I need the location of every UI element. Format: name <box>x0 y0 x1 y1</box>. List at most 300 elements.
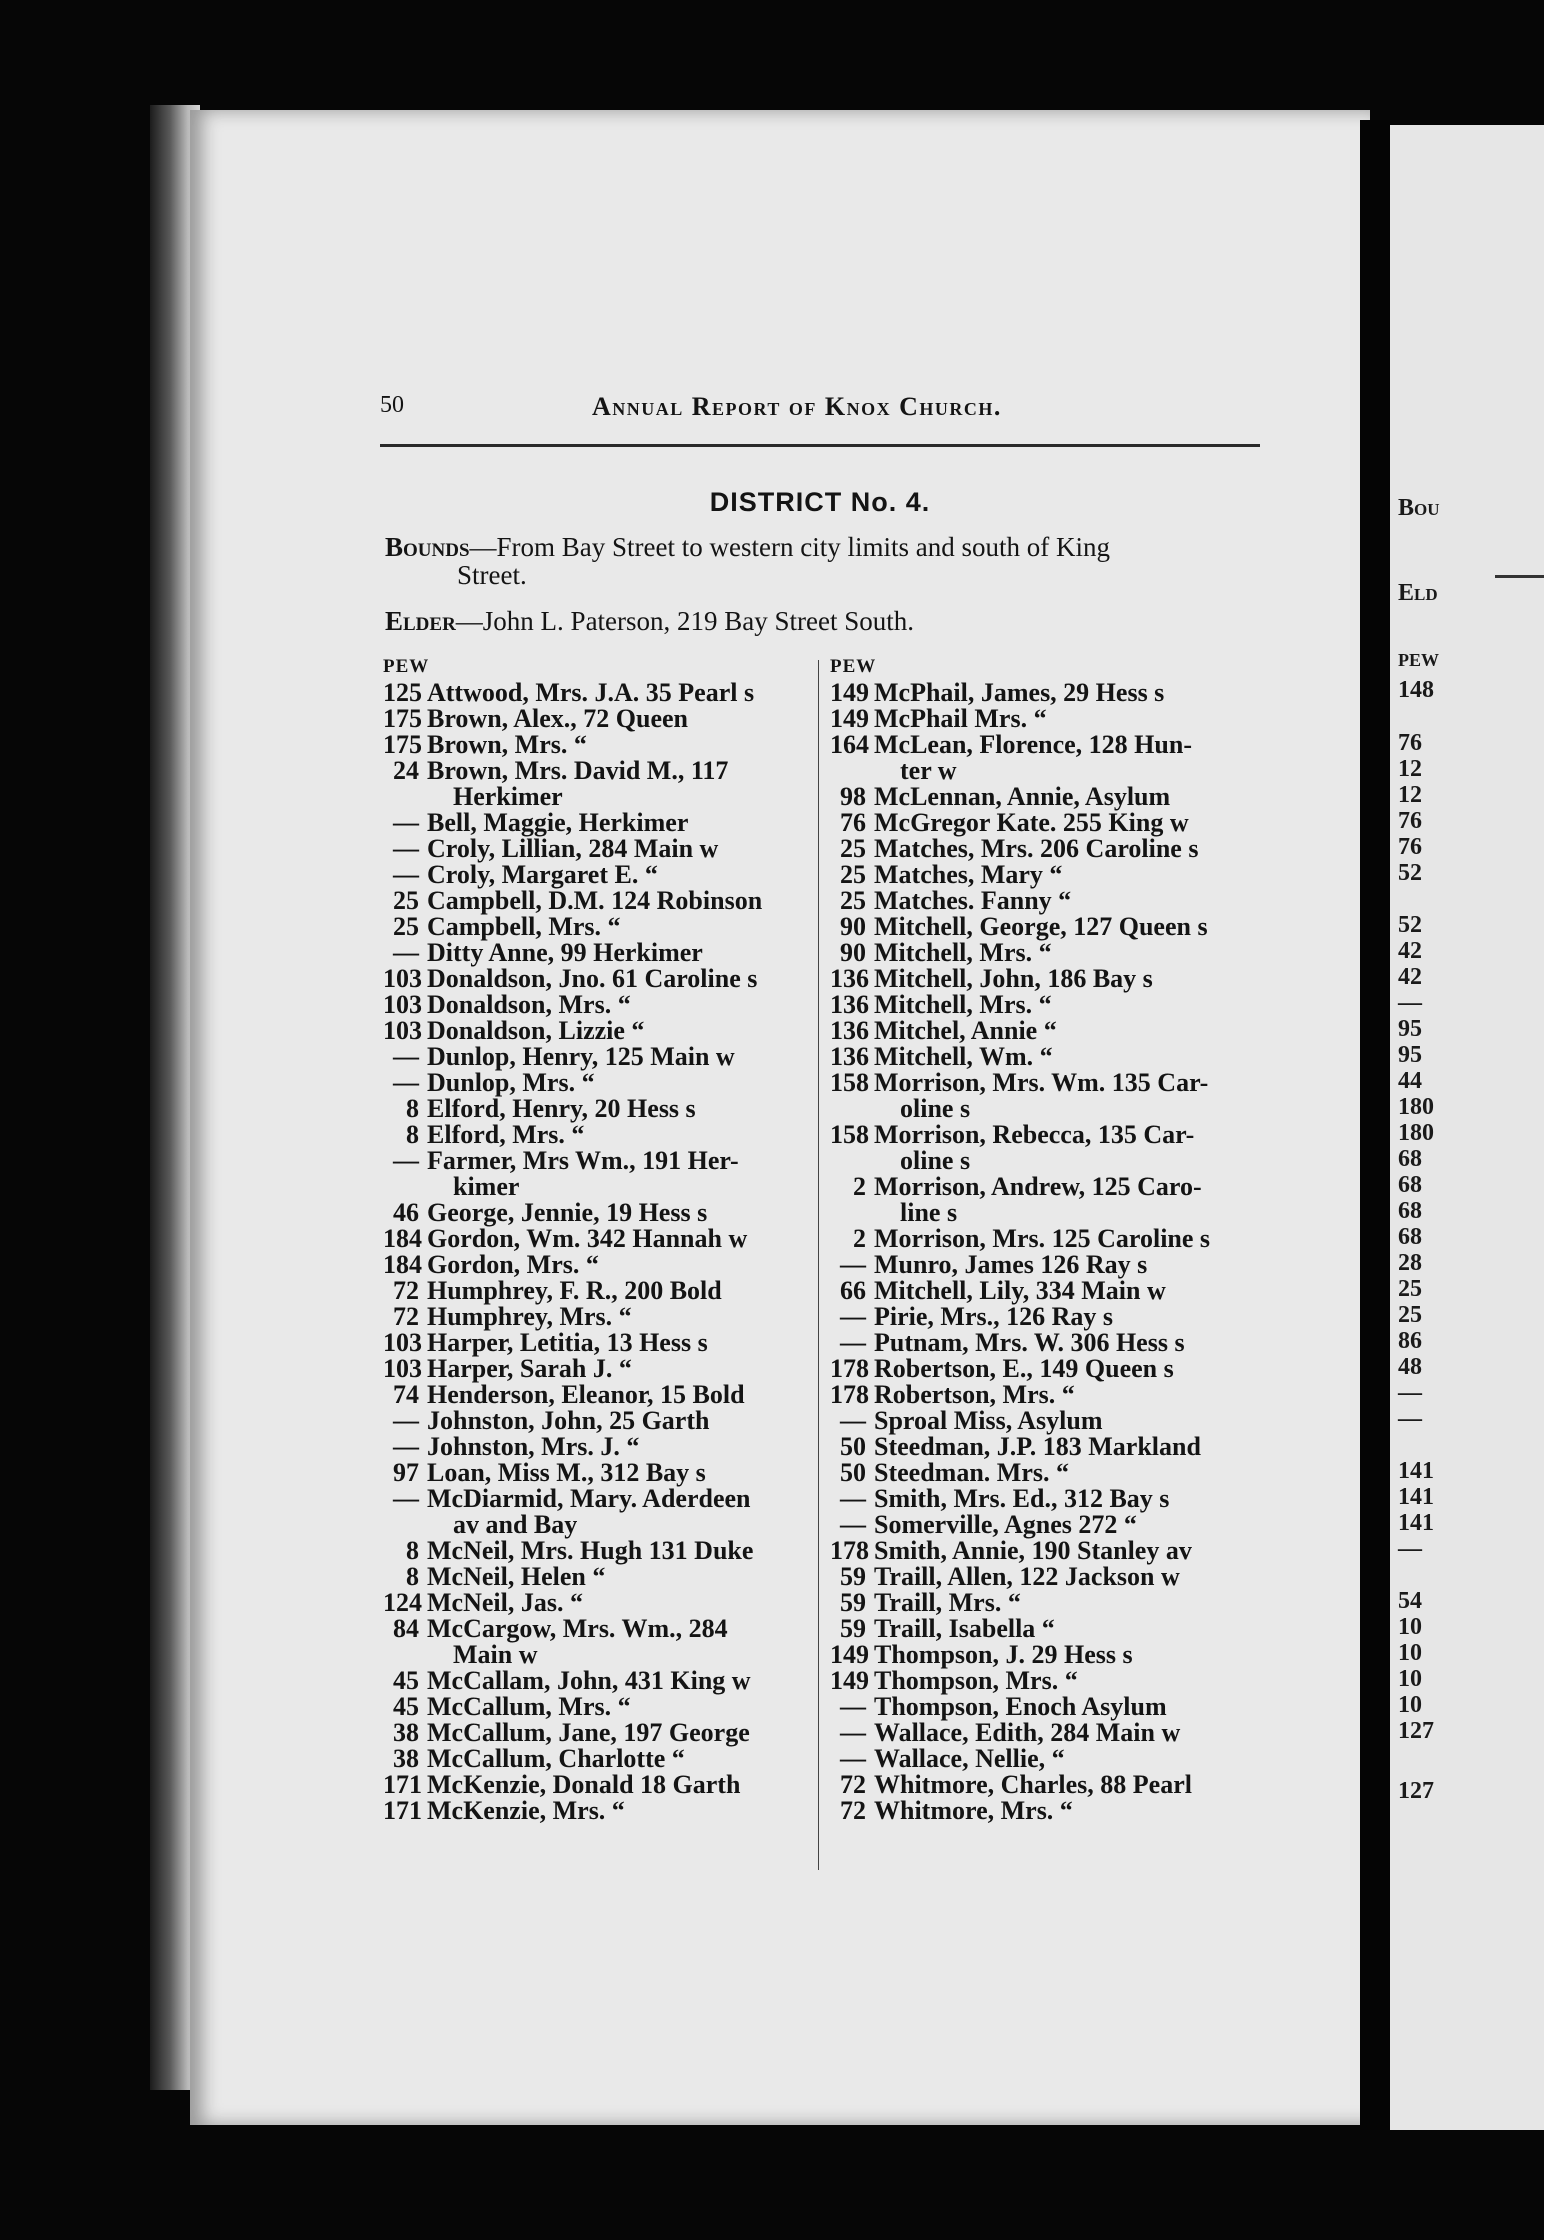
list-item <box>830 966 1260 992</box>
pew-number: 103 <box>383 990 422 1019</box>
list-item <box>383 1772 813 1798</box>
list-item <box>383 1070 813 1096</box>
member-entry: Harper, Sarah J. “ <box>427 1354 632 1383</box>
pew-number: 136 <box>830 990 869 1019</box>
list-item <box>830 1330 1260 1356</box>
pew-number: 45 <box>393 1666 419 1695</box>
facing-page-fragment: — <box>1398 1406 1422 1432</box>
pew-number: 72 <box>840 1770 866 1799</box>
list-item <box>830 1460 1260 1486</box>
list-item <box>830 784 1260 810</box>
list-item <box>383 1018 813 1044</box>
list-item <box>830 1538 1260 1564</box>
member-entry: Mitchell, Mrs. “ <box>874 938 1052 967</box>
member-entry: Robertson, Mrs. “ <box>874 1380 1075 1409</box>
facing-page <box>1390 125 1544 2130</box>
pew-number: 149 <box>830 1666 869 1695</box>
list-item <box>830 1382 1260 1408</box>
facing-page-fragment: Bou <box>1398 495 1440 521</box>
pew-number: 72 <box>840 1796 866 1825</box>
member-entry: Mitchel, Annie “ <box>874 1016 1057 1045</box>
member-entry: Dunlop, Henry, 125 Main w <box>427 1042 735 1071</box>
member-entry: Matches. Fanny “ <box>874 886 1072 915</box>
list-item <box>830 758 1260 784</box>
list-item <box>383 1252 813 1278</box>
member-entry: Attwood, Mrs. J.A. 35 Pearl s <box>427 678 755 707</box>
facing-page-fragment: 86 <box>1398 1328 1422 1354</box>
member-entry: McLean, Florence, 128 Hun- <box>874 730 1192 759</box>
list-item <box>383 1720 813 1746</box>
list-item <box>383 1304 813 1330</box>
list-item <box>830 1304 1260 1330</box>
pew-number: 103 <box>383 1328 422 1357</box>
pew-number: 2 <box>853 1172 866 1201</box>
list-item <box>830 1044 1260 1070</box>
pew-number <box>830 758 874 784</box>
pew-number <box>830 1148 874 1174</box>
facing-page-fragment: 148 <box>1398 677 1434 703</box>
member-entry: Smith, Annie, 190 Stanley av <box>874 1536 1192 1565</box>
book-gutter <box>1360 120 1390 2130</box>
facing-page-fragment: 10 <box>1398 1666 1422 1692</box>
member-entry: Johnston, Mrs. J. “ <box>427 1432 640 1461</box>
list-item <box>383 1226 813 1252</box>
list-item <box>830 1720 1260 1746</box>
member-entry: Mitchell, Mrs. “ <box>874 990 1052 1019</box>
pew-number: 178 <box>830 1354 869 1383</box>
member-entry: Ditty Anne, 99 Herkimer <box>427 938 703 967</box>
pew-number: — <box>840 1510 866 1539</box>
pew-number: 158 <box>830 1120 869 1149</box>
pew-number: 178 <box>830 1536 869 1565</box>
pew-column-header: PEW <box>383 656 430 677</box>
facing-page-fragment: 141 <box>1398 1484 1434 1510</box>
list-item <box>830 680 1260 706</box>
pew-number: 8 <box>406 1562 419 1591</box>
member-entry: Whitmore, Mrs. “ <box>874 1796 1073 1825</box>
pew-number <box>383 1174 427 1200</box>
pew-number: 66 <box>840 1276 866 1305</box>
pew-number: 149 <box>830 678 869 707</box>
member-entry: Traill, Allen, 122 Jackson w <box>874 1562 1180 1591</box>
pew-number: 149 <box>830 1640 869 1669</box>
member-entry: Main w <box>453 1640 538 1669</box>
member-entry: McNeil, Helen “ <box>427 1562 606 1591</box>
list-item <box>383 1642 813 1668</box>
member-entry: Thompson, J. 29 Hess s <box>874 1640 1133 1669</box>
pew-number: 97 <box>393 1458 419 1487</box>
pew-number: 124 <box>383 1588 422 1617</box>
list-item <box>383 758 813 784</box>
facing-page-fragment: 28 <box>1398 1250 1422 1276</box>
pew-number: — <box>393 834 419 863</box>
pew-number: — <box>393 1068 419 1097</box>
member-entry: Mitchell, Lily, 334 Main w <box>874 1276 1166 1305</box>
list-item <box>830 1590 1260 1616</box>
pew-number: — <box>840 1328 866 1357</box>
pew-number: 76 <box>840 808 866 837</box>
facing-page-fragment: 42 <box>1398 964 1422 990</box>
pew-number: 171 <box>383 1796 422 1825</box>
list-item <box>383 732 813 758</box>
header-rule <box>380 444 1260 447</box>
list-item <box>830 1486 1260 1512</box>
facing-page-fragment: 12 <box>1398 756 1422 782</box>
member-entry: Elford, Henry, 20 Hess s <box>427 1094 696 1123</box>
list-item <box>383 888 813 914</box>
list-item <box>830 1798 1260 1824</box>
pew-number: 184 <box>383 1224 422 1253</box>
list-item <box>830 1356 1260 1382</box>
facing-page-fragment: 12 <box>1398 782 1422 808</box>
list-item <box>383 1174 813 1200</box>
right-entry-list <box>830 680 1260 1824</box>
list-item <box>830 1096 1260 1122</box>
list-item <box>830 1122 1260 1148</box>
list-item <box>383 1278 813 1304</box>
list-item <box>383 1590 813 1616</box>
list-item <box>383 1096 813 1122</box>
pew-number: 25 <box>840 834 866 863</box>
list-item <box>830 888 1260 914</box>
member-entry: Morrison, Mrs. 125 Caroline s <box>874 1224 1211 1253</box>
list-item <box>383 940 813 966</box>
list-item <box>383 1486 813 1512</box>
member-entry: McCallum, Jane, 197 George <box>427 1718 750 1747</box>
pew-number: — <box>840 1250 866 1279</box>
member-entry: Dunlop, Mrs. “ <box>427 1068 595 1097</box>
pew-number: 72 <box>393 1302 419 1331</box>
member-entry: ter w <box>900 756 957 785</box>
list-item <box>383 1044 813 1070</box>
list-item <box>830 1642 1260 1668</box>
pew-number: 8 <box>406 1536 419 1565</box>
facing-page-fragment: 52 <box>1398 860 1422 886</box>
facing-page-fragment: 76 <box>1398 834 1422 860</box>
list-item <box>383 1408 813 1434</box>
member-entry: Steedman, J.P. 183 Markland <box>874 1432 1201 1461</box>
list-item <box>830 706 1260 732</box>
pew-number: 59 <box>840 1588 866 1617</box>
list-item <box>383 1460 813 1486</box>
pew-number: 103 <box>383 1354 422 1383</box>
member-entry: George, Jennie, 19 Hess s <box>427 1198 708 1227</box>
bounds-text: —From Bay Street to western city limits and south of King <box>469 532 1110 562</box>
facing-page-fragment: 141 <box>1398 1510 1434 1536</box>
pew-number: — <box>840 1692 866 1721</box>
pew-number: 46 <box>393 1198 419 1227</box>
facing-page-fragment: PEW <box>1398 650 1440 670</box>
list-item <box>830 1512 1260 1538</box>
pew-number: 164 <box>830 730 869 759</box>
member-entry: Wallace, Nellie, “ <box>874 1744 1065 1773</box>
pew-number: 72 <box>393 1276 419 1305</box>
pew-number: — <box>393 1406 419 1435</box>
pew-number: — <box>840 1406 866 1435</box>
list-item <box>830 836 1260 862</box>
column-divider <box>818 660 819 1870</box>
pew-number: 45 <box>393 1692 419 1721</box>
facing-page-fragment: 180 <box>1398 1094 1434 1120</box>
facing-page-fragment: 76 <box>1398 730 1422 756</box>
member-entry: McPhail Mrs. “ <box>874 704 1047 733</box>
member-entry: McLennan, Annie, Asylum <box>874 782 1171 811</box>
list-item <box>830 1070 1260 1096</box>
member-entry: Pirie, Mrs., 126 Ray s <box>874 1302 1114 1331</box>
member-entry: McGregor Kate. 255 King w <box>874 808 1189 837</box>
list-item <box>830 914 1260 940</box>
facing-page-fragment: 68 <box>1398 1172 1422 1198</box>
member-entry: McPhail, James, 29 Hess s <box>874 678 1165 707</box>
facing-page-fragment: Eld <box>1398 580 1438 606</box>
pew-number: — <box>840 1484 866 1513</box>
member-entry: line s <box>900 1198 958 1227</box>
list-item <box>830 1252 1260 1278</box>
facing-page-fragment: 68 <box>1398 1146 1422 1172</box>
list-item <box>383 680 813 706</box>
member-entry: Traill, Isabella “ <box>874 1614 1055 1643</box>
member-entry: Elford, Mrs. “ <box>427 1120 585 1149</box>
facing-page-fragment: 127 <box>1398 1778 1434 1804</box>
pew-number: 184 <box>383 1250 422 1279</box>
pew-number: 125 <box>383 678 422 707</box>
pew-number: — <box>393 1432 419 1461</box>
bounds-continuation: Street. <box>457 560 527 590</box>
list-item <box>383 1434 813 1460</box>
facing-page-fragment: 95 <box>1398 1016 1422 1042</box>
list-item <box>383 836 813 862</box>
member-entry: Mitchell, Wm. “ <box>874 1042 1053 1071</box>
list-item <box>830 1746 1260 1772</box>
list-item <box>383 1330 813 1356</box>
member-entry: Traill, Mrs. “ <box>874 1588 1021 1617</box>
member-entry: Donaldson, Lizzie “ <box>427 1016 645 1045</box>
pew-number: 2 <box>853 1224 866 1253</box>
facing-page-fragment: 76 <box>1398 808 1422 834</box>
pew-number: 59 <box>840 1562 866 1591</box>
pew-number: 59 <box>840 1614 866 1643</box>
facing-page-fragment: 68 <box>1398 1198 1422 1224</box>
list-item <box>383 784 813 810</box>
facing-page-fragment: — <box>1398 1380 1422 1406</box>
member-entry: Gordon, Wm. 342 Hannah w <box>427 1224 748 1253</box>
list-item <box>383 1668 813 1694</box>
member-entry: Bell, Maggie, Herkimer <box>427 808 689 837</box>
list-item <box>830 940 1260 966</box>
pew-number: — <box>840 1744 866 1773</box>
pew-number: 38 <box>393 1718 419 1747</box>
pew-number: 50 <box>840 1432 866 1461</box>
list-item <box>383 966 813 992</box>
list-item <box>383 1200 813 1226</box>
member-entry: Herkimer <box>453 782 563 811</box>
pew-number: 25 <box>393 886 419 915</box>
pew-number: 25 <box>393 912 419 941</box>
pew-number: — <box>393 938 419 967</box>
list-item <box>383 810 813 836</box>
pew-number: 24 <box>393 756 419 785</box>
member-entry: Somerville, Agnes 272 “ <box>874 1510 1137 1539</box>
member-entry: McKenzie, Mrs. “ <box>427 1796 625 1825</box>
pew-number: — <box>393 1146 419 1175</box>
member-entry: McCallam, John, 431 King w <box>427 1666 751 1695</box>
list-item <box>830 732 1260 758</box>
list-item <box>830 1772 1260 1798</box>
list-item <box>830 1434 1260 1460</box>
member-entry: Robertson, E., 149 Queen s <box>874 1354 1174 1383</box>
member-entry: oline s <box>900 1094 971 1123</box>
member-entry: Putnam, Mrs. W. 306 Hess s <box>874 1328 1185 1357</box>
pew-number: 90 <box>840 912 866 941</box>
list-item <box>830 810 1260 836</box>
member-entry: oline s <box>900 1146 971 1175</box>
member-entry: Wallace, Edith, 284 Main w <box>874 1718 1181 1747</box>
pew-number: 25 <box>840 860 866 889</box>
member-entry: Brown, Mrs. David M., 117 <box>427 756 729 785</box>
member-entry: Humphrey, Mrs. “ <box>427 1302 632 1331</box>
pew-number: 38 <box>393 1744 419 1773</box>
member-entry: McCallum, Charlotte “ <box>427 1744 685 1773</box>
pew-number: — <box>393 1484 419 1513</box>
list-item <box>830 1408 1260 1434</box>
member-entry: Mitchell, George, 127 Queen s <box>874 912 1208 941</box>
member-entry: Farmer, Mrs Wm., 191 Her- <box>427 1146 739 1175</box>
list-item <box>830 862 1260 888</box>
facing-page-fragment: 68 <box>1398 1224 1422 1250</box>
running-title: Annual Report of Knox Church. <box>592 392 1002 421</box>
member-entry: McDiarmid, Mary. Aderdeen <box>427 1484 751 1513</box>
left-column <box>383 656 813 1824</box>
left-entry-list <box>383 680 813 1824</box>
facing-page-fragment: 42 <box>1398 938 1422 964</box>
pew-number: 103 <box>383 1016 422 1045</box>
pew-number <box>383 784 427 810</box>
list-item <box>383 1694 813 1720</box>
pew-number: 136 <box>830 964 869 993</box>
facing-page-fragment: 10 <box>1398 1692 1422 1718</box>
member-entry: Croly, Margaret E. “ <box>427 860 658 889</box>
facing-page-fragment: 180 <box>1398 1120 1434 1146</box>
facing-page-fragment: 52 <box>1398 912 1422 938</box>
facing-page-fragment: 10 <box>1398 1640 1422 1666</box>
facing-page-fragment: 127 <box>1398 1718 1434 1744</box>
list-item <box>383 1616 813 1642</box>
member-entry: Loan, Miss M., 312 Bay s <box>427 1458 706 1487</box>
pew-number: 175 <box>383 704 422 733</box>
list-item <box>383 1122 813 1148</box>
list-item <box>830 1694 1260 1720</box>
pew-number: 103 <box>383 964 422 993</box>
member-entry: Matches, Mary “ <box>874 860 1063 889</box>
elder-text: —John L. Paterson, 219 Bay Street South. <box>455 606 915 636</box>
list-item <box>383 1356 813 1382</box>
list-item <box>383 1512 813 1538</box>
list-item <box>830 1616 1260 1642</box>
list-item <box>383 1382 813 1408</box>
member-entry: Gordon, Mrs. “ <box>427 1250 599 1279</box>
member-entry: Morrison, Andrew, 125 Caro- <box>874 1172 1202 1201</box>
pew-number: 74 <box>393 1380 419 1409</box>
list-item <box>383 1798 813 1824</box>
elder-paragraph <box>385 607 1270 635</box>
pew-number: — <box>840 1718 866 1747</box>
pew-number: 178 <box>830 1380 869 1409</box>
district-title: DISTRICT No. 4. <box>709 487 931 517</box>
member-entry: av and Bay <box>453 1510 578 1539</box>
member-entry: Humphrey, F. R., 200 Bold <box>427 1276 722 1305</box>
member-entry: Smith, Mrs. Ed., 312 Bay s <box>874 1484 1170 1513</box>
facing-header-rule <box>1495 575 1544 578</box>
pew-number <box>383 1642 427 1668</box>
list-item <box>830 1018 1260 1044</box>
member-entry: McNeil, Jas. “ <box>427 1588 583 1617</box>
member-entry: Campbell, D.M. 124 Robinson <box>427 886 763 915</box>
member-entry: Harper, Letitia, 13 Hess s <box>427 1328 708 1357</box>
pew-number: 149 <box>830 704 869 733</box>
member-entry: Matches, Mrs. 206 Caroline s <box>874 834 1199 863</box>
list-item <box>830 1668 1260 1694</box>
facing-page-fragment: 141 <box>1398 1458 1434 1484</box>
pew-number: 136 <box>830 1016 869 1045</box>
member-entry: Morrison, Mrs. Wm. 135 Car- <box>874 1068 1209 1097</box>
page-header <box>380 392 1274 426</box>
list-item <box>830 1200 1260 1226</box>
pew-number <box>830 1096 874 1122</box>
pew-number: — <box>840 1302 866 1331</box>
pew-number <box>830 1200 874 1226</box>
list-item <box>383 914 813 940</box>
member-entry: Thompson, Enoch Asylum <box>874 1692 1167 1721</box>
member-entry: Morrison, Rebecca, 135 Car- <box>874 1120 1195 1149</box>
member-entry: Munro, James 126 Ray s <box>874 1250 1148 1279</box>
pew-number: 8 <box>406 1094 419 1123</box>
member-entry: Campbell, Mrs. “ <box>427 912 621 941</box>
facing-page-fragment: 10 <box>1398 1614 1422 1640</box>
right-column <box>830 656 1260 1824</box>
bounds-paragraph <box>385 533 1270 589</box>
pew-number: 8 <box>406 1120 419 1149</box>
facing-page-fragment: 95 <box>1398 1042 1422 1068</box>
member-entry: McCargow, Mrs. Wm., 284 <box>427 1614 728 1643</box>
facing-page-fragment: 25 <box>1398 1276 1422 1302</box>
list-item <box>383 1564 813 1590</box>
elder-label: Elder <box>385 606 456 636</box>
pew-column-header: PEW <box>830 656 877 677</box>
pew-number: 171 <box>383 1770 422 1799</box>
member-entry: Mitchell, John, 186 Bay s <box>874 964 1153 993</box>
bounds-label: Bounds <box>385 532 470 562</box>
pew-number: 136 <box>830 1042 869 1071</box>
member-entry: Thompson, Mrs. “ <box>874 1666 1078 1695</box>
facing-page-fragment: 44 <box>1398 1068 1422 1094</box>
list-item <box>830 1564 1260 1590</box>
member-entry: Brown, Mrs. “ <box>427 730 587 759</box>
member-entry: McNeil, Mrs. Hugh 131 Duke <box>427 1536 754 1565</box>
facing-page-fragment: — <box>1398 1536 1422 1562</box>
pew-number: — <box>393 860 419 889</box>
pew-number <box>383 1512 427 1538</box>
facing-page-fragment: 48 <box>1398 1354 1422 1380</box>
pew-number: 175 <box>383 730 422 759</box>
member-entry: Brown, Alex., 72 Queen <box>427 704 688 733</box>
list-item <box>830 992 1260 1018</box>
member-entry: Donaldson, Jno. 61 Caroline s <box>427 964 758 993</box>
facing-page-fragment: 25 <box>1398 1302 1422 1328</box>
member-entry: Donaldson, Mrs. “ <box>427 990 631 1019</box>
list-item <box>383 862 813 888</box>
pew-number: 50 <box>840 1458 866 1487</box>
list-item <box>383 1148 813 1174</box>
